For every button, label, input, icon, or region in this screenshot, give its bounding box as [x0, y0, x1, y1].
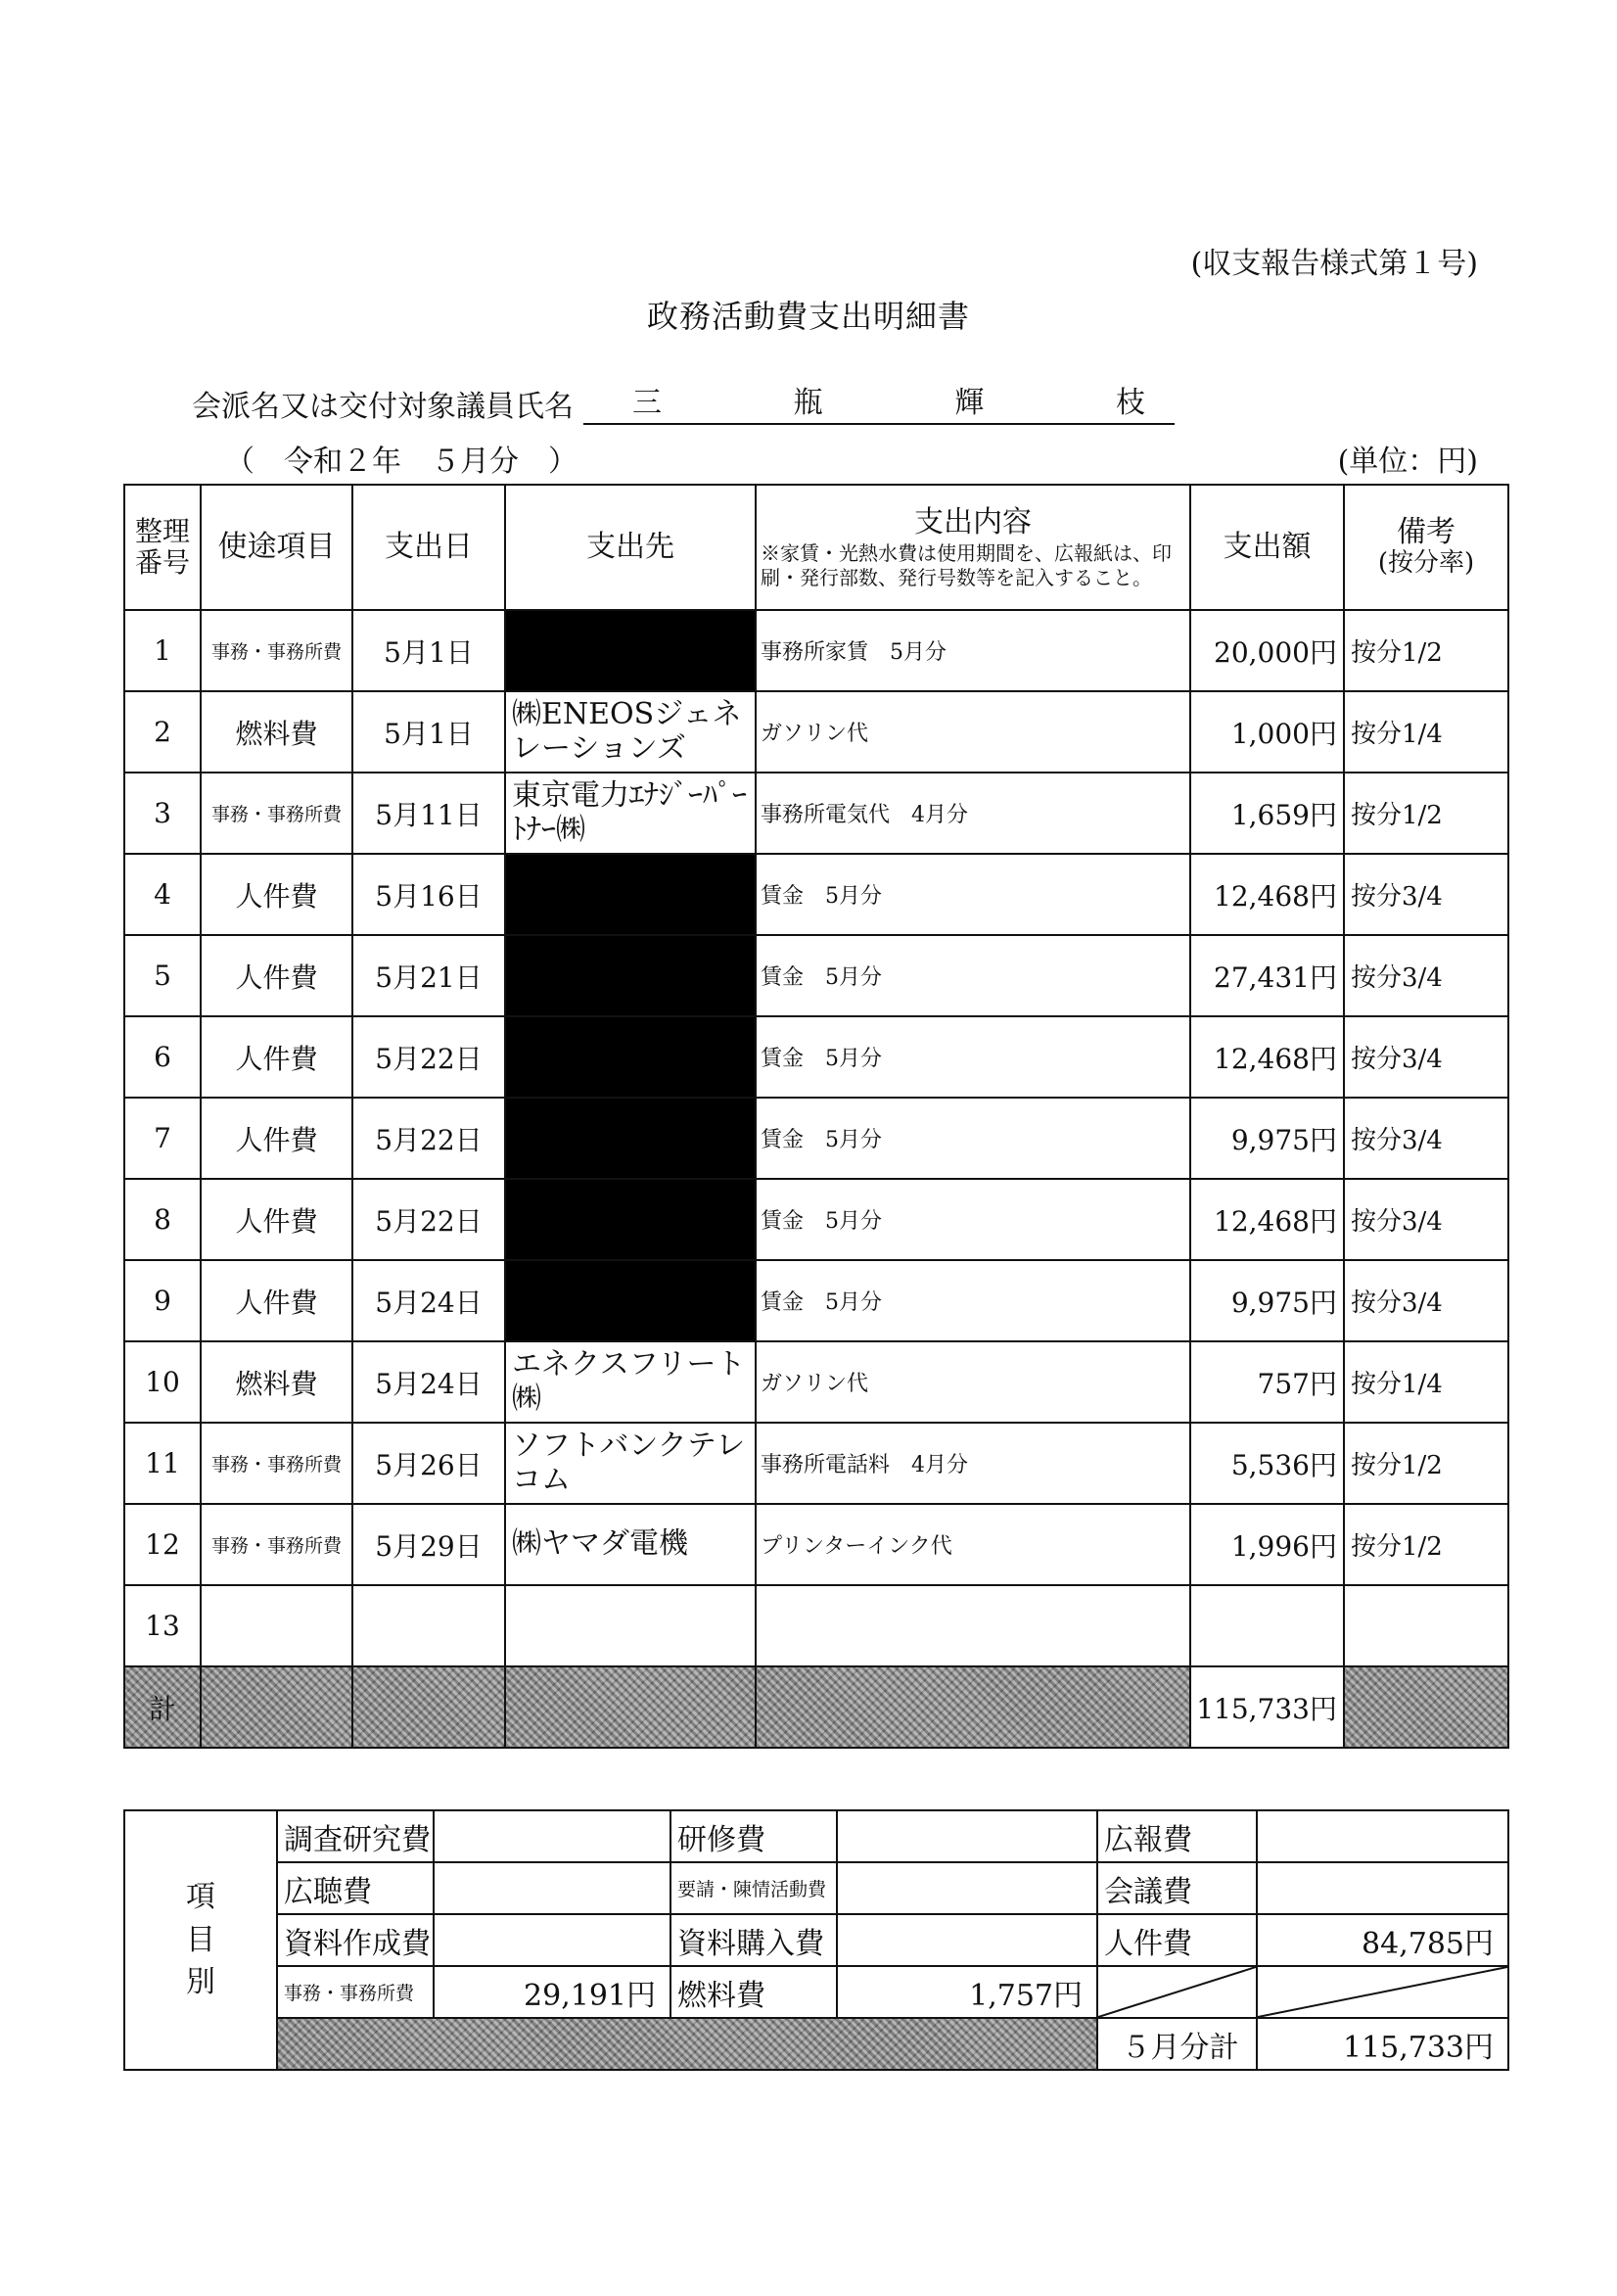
row-purpose: 人件費 — [201, 1179, 352, 1260]
row-date: 5月24日 — [352, 1260, 505, 1341]
row-content — [756, 1585, 1190, 1666]
slashed-cell — [1097, 1966, 1257, 2018]
summary-row — [124, 1914, 1508, 1966]
row-amount: 12,468円 — [1190, 1016, 1344, 1098]
row-date: 5月22日 — [352, 1016, 505, 1098]
header-payee: 支出先 — [505, 485, 756, 610]
row-date: 5月16日 — [352, 854, 505, 935]
summary-table — [123, 1809, 1509, 2071]
table-row — [124, 1423, 1508, 1504]
row-amount: 1,996円 — [1190, 1504, 1344, 1585]
table-row — [124, 773, 1508, 854]
category-office: 事務・事務所費 — [277, 1966, 434, 2018]
redacted-payee — [505, 1179, 756, 1260]
header-content — [756, 485, 1190, 610]
expense-table — [123, 484, 1509, 1749]
row-content: 賃金 5月分 — [756, 854, 1190, 935]
row-date: 5月24日 — [352, 1341, 505, 1423]
header-remarks — [1344, 485, 1508, 610]
row-date: 5月21日 — [352, 935, 505, 1016]
table-row — [124, 1098, 1508, 1179]
row-purpose: 人件費 — [201, 935, 352, 1016]
row-note: 按分3/4 — [1344, 935, 1508, 1016]
row-content: 賃金 5月分 — [756, 1016, 1190, 1098]
row-purpose: 人件費 — [201, 1098, 352, 1179]
table-row — [124, 1179, 1508, 1260]
amount-petition — [837, 1862, 1097, 1914]
row-content: 賃金 5月分 — [756, 1098, 1190, 1179]
redacted-payee — [505, 1098, 756, 1179]
row-date: 5月26日 — [352, 1423, 505, 1504]
row-amount: 9,975円 — [1190, 1260, 1344, 1341]
row-note: 按分3/4 — [1344, 1179, 1508, 1260]
row-date: 5月11日 — [352, 773, 505, 854]
header-content-note: ※家賃・光熱水費は使用期間を、広報紙は、印刷・発行部数、発行号数等を記入すること。 — [761, 540, 1172, 589]
row-payee: ソフトバンクテレコム — [505, 1423, 756, 1504]
month-total-amount: 115,733円 — [1257, 2018, 1508, 2070]
row-purpose: 事務・事務所費 — [201, 1504, 352, 1585]
amount-training — [837, 1810, 1097, 1862]
shaded-cell — [1344, 1666, 1508, 1748]
row-amount: 757円 — [1190, 1341, 1344, 1423]
row-note: 按分1/2 — [1344, 1423, 1508, 1504]
row-payee: ㈱ENEOSジェネレーションズ — [505, 691, 756, 773]
amount-fuel: 1,757円 — [837, 1966, 1097, 2018]
row-date: 5月1日 — [352, 691, 505, 773]
row-number: 11 — [124, 1423, 201, 1504]
row-date — [352, 1585, 505, 1666]
summary-total-row — [124, 2018, 1508, 2070]
row-number: 3 — [124, 773, 201, 854]
table-row — [124, 935, 1508, 1016]
category-petition: 要請・陳情活動費 — [670, 1862, 837, 1914]
row-note: 按分1/4 — [1344, 691, 1508, 773]
period: （ 令和２年 ５月分 ） — [225, 445, 578, 479]
side-char: 目 — [186, 1922, 215, 1957]
shaded-cell — [352, 1666, 505, 1748]
row-payee — [505, 1585, 756, 1666]
category-hearing: 広聴費 — [277, 1862, 434, 1914]
amount-materials-making — [434, 1914, 670, 1966]
row-amount: 20,000円 — [1190, 610, 1344, 691]
slash-line — [1098, 1967, 1256, 2017]
redacted-payee — [505, 935, 756, 1016]
row-purpose: 事務・事務所費 — [201, 610, 352, 691]
shaded-cell — [201, 1666, 352, 1748]
row-purpose: 燃料費 — [201, 691, 352, 773]
amount-materials-purchase — [837, 1914, 1097, 1966]
table-row — [124, 1016, 1508, 1098]
row-note: 按分3/4 — [1344, 1016, 1508, 1098]
row-note — [1344, 1585, 1508, 1666]
row-amount: 12,468円 — [1190, 1179, 1344, 1260]
row-content: プリンターインク代 — [756, 1504, 1190, 1585]
shaded-cell — [505, 1666, 756, 1748]
row-content: ガソリン代 — [756, 1341, 1190, 1423]
amount-pr — [1257, 1810, 1508, 1862]
category-research: 調査研究費 — [277, 1810, 434, 1862]
row-amount: 12,468円 — [1190, 854, 1344, 935]
member-name-char: 三 — [632, 386, 662, 420]
member-row — [192, 378, 1175, 425]
total-label: 計 — [124, 1666, 201, 1748]
amount-personnel: 84,785円 — [1257, 1914, 1508, 1966]
row-payee: エネクスフリート㈱ — [505, 1341, 756, 1423]
table-row — [124, 610, 1508, 691]
row-note: 按分3/4 — [1344, 1260, 1508, 1341]
row-number: 8 — [124, 1179, 201, 1260]
row-purpose — [201, 1585, 352, 1666]
row-amount: 1,659円 — [1190, 773, 1344, 854]
member-label: 会派名又は交付対象議員氏名 — [192, 390, 574, 424]
category-materials-making: 資料作成費 — [277, 1914, 434, 1966]
row-amount: 27,431円 — [1190, 935, 1344, 1016]
row-purpose: 人件費 — [201, 854, 352, 935]
summary-side-label — [124, 1810, 277, 2070]
row-amount — [1190, 1585, 1344, 1666]
table-row — [124, 691, 1508, 773]
header-amount: 支出額 — [1190, 485, 1344, 610]
page-title: 政務活動費支出明細書 — [646, 298, 970, 335]
row-note: 按分3/4 — [1344, 854, 1508, 935]
total-amount: 115,733円 — [1190, 1666, 1344, 1748]
slashed-cell — [1257, 1966, 1508, 2018]
amount-meeting — [1257, 1862, 1508, 1914]
row-number: 9 — [124, 1260, 201, 1341]
amount-office: 29,191円 — [434, 1966, 670, 2018]
header-row — [124, 485, 1508, 610]
header-number: 整理番号 — [124, 485, 201, 610]
summary-row — [124, 1862, 1508, 1914]
category-personnel: 人件費 — [1097, 1914, 1257, 1966]
row-purpose: 燃料費 — [201, 1341, 352, 1423]
row-payee: ㈱ヤマダ電機 — [505, 1504, 756, 1585]
table-row — [124, 854, 1508, 935]
row-amount: 9,975円 — [1190, 1098, 1344, 1179]
redacted-payee — [505, 1016, 756, 1098]
amount-research — [434, 1810, 670, 1862]
unit-label: (単位：円) — [1337, 445, 1478, 479]
header-remarks-title: 備考 — [1397, 514, 1455, 549]
category-materials-purchase: 資料購入費 — [670, 1914, 837, 1966]
month-total-label: ５月分計 — [1097, 2018, 1257, 2070]
row-number: 7 — [124, 1098, 201, 1179]
row-amount: 5,536円 — [1190, 1423, 1344, 1504]
row-content: 賃金 5月分 — [756, 1179, 1190, 1260]
row-purpose: 事務・事務所費 — [201, 1423, 352, 1504]
row-content: 事務所家賃 5月分 — [756, 610, 1190, 691]
row-note: 按分1/4 — [1344, 1341, 1508, 1423]
row-purpose: 人件費 — [201, 1260, 352, 1341]
row-amount: 1,000円 — [1190, 691, 1344, 773]
header-date: 支出日 — [352, 485, 505, 610]
amount-hearing — [434, 1862, 670, 1914]
member-name — [583, 378, 1175, 425]
table-row — [124, 1585, 1508, 1666]
category-training: 研修費 — [670, 1810, 837, 1862]
header-purpose: 使途項目 — [201, 485, 352, 610]
header-content-title: 支出内容 — [914, 505, 1032, 540]
member-name-char: 輝 — [954, 386, 985, 420]
row-number: 5 — [124, 935, 201, 1016]
row-note: 按分1/2 — [1344, 773, 1508, 854]
shaded-cell — [277, 2018, 1097, 2070]
row-note: 按分1/2 — [1344, 610, 1508, 691]
row-number: 12 — [124, 1504, 201, 1585]
category-meeting: 会議費 — [1097, 1862, 1257, 1914]
redacted-payee — [505, 854, 756, 935]
row-number: 1 — [124, 610, 201, 691]
table-row — [124, 1504, 1508, 1585]
row-note: 按分3/4 — [1344, 1098, 1508, 1179]
total-row — [124, 1666, 1508, 1748]
row-content: 事務所電話料 4月分 — [756, 1423, 1190, 1504]
row-purpose: 事務・事務所費 — [201, 773, 352, 854]
row-number: 10 — [124, 1341, 201, 1423]
category-fuel: 燃料費 — [670, 1966, 837, 2018]
row-payee: 東京電力ｴﾅｼﾞｰﾊﾟｰﾄﾅｰ㈱ — [505, 773, 756, 854]
member-name-char: 枝 — [1115, 386, 1145, 420]
row-date: 5月29日 — [352, 1504, 505, 1585]
header-remarks-sub: (按分率) — [1377, 548, 1475, 579]
row-number: 6 — [124, 1016, 201, 1098]
row-purpose: 人件費 — [201, 1016, 352, 1098]
row-number: 4 — [124, 854, 201, 935]
redacted-payee — [505, 610, 756, 691]
row-number: 2 — [124, 691, 201, 773]
summary-row — [124, 1810, 1508, 1862]
member-name-char: 瓶 — [793, 386, 823, 420]
row-content: 賃金 5月分 — [756, 935, 1190, 1016]
category-pr: 広報費 — [1097, 1810, 1257, 1862]
side-char: 別 — [186, 1965, 215, 2000]
row-content: ガソリン代 — [756, 691, 1190, 773]
shaded-cell — [756, 1666, 1190, 1748]
side-char: 項 — [186, 1880, 215, 1915]
form-code: (収支報告様式第１号) — [1190, 247, 1478, 281]
table-row — [124, 1341, 1508, 1423]
row-date: 5月1日 — [352, 610, 505, 691]
slash-line — [1258, 1967, 1507, 2017]
table-row — [124, 1260, 1508, 1341]
row-content: 賃金 5月分 — [756, 1260, 1190, 1341]
row-date: 5月22日 — [352, 1179, 505, 1260]
row-content: 事務所電気代 4月分 — [756, 773, 1190, 854]
row-number: 13 — [124, 1585, 201, 1666]
row-note: 按分1/2 — [1344, 1504, 1508, 1585]
redacted-payee — [505, 1260, 756, 1341]
row-date: 5月22日 — [352, 1098, 505, 1179]
summary-row — [124, 1966, 1508, 2018]
